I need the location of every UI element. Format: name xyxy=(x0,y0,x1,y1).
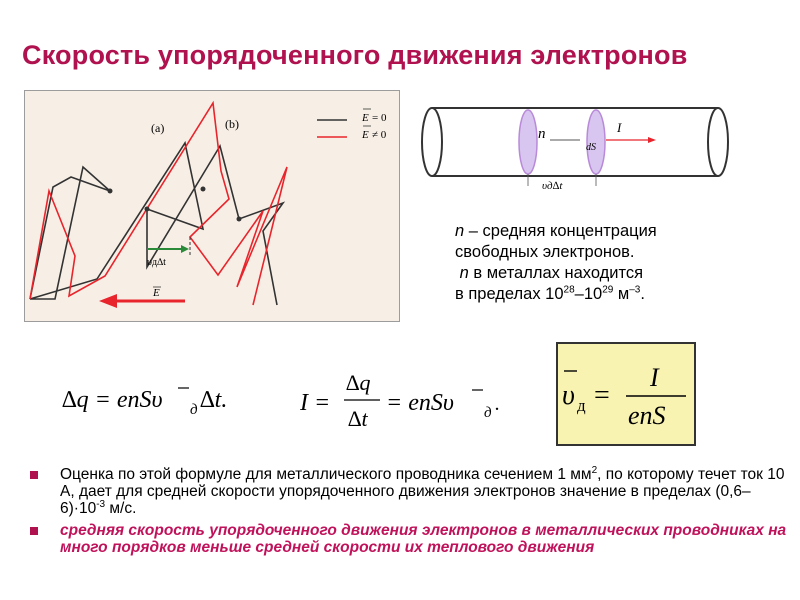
conductor-tube-diagram xyxy=(410,96,735,204)
note-n-symbol-2: n xyxy=(459,264,469,282)
drift-label: υд∆t xyxy=(147,257,166,268)
bullet-conclusion-text: средняя скорость упорядоченного движения электронов в металлических проводниках на много порядков меньше средней скорости их теплового движения xyxy=(60,522,787,556)
bullet-square-icon xyxy=(30,471,38,479)
label-a: (a) xyxy=(151,121,165,135)
drift-velocity-formula-box xyxy=(556,342,696,446)
legend-e-zero: = 0 xyxy=(372,112,387,124)
svg-text:∆q = enSυ: ∆q = enSυ xyxy=(62,387,163,413)
trajectory-zero-field xyxy=(30,143,283,305)
tube-current-label: I xyxy=(617,120,622,135)
bullet-estimate xyxy=(30,466,790,517)
bullet-square-icon xyxy=(30,527,38,535)
note-line-4: в пределах $10^{28}-10^{29}$ $м^{-3}$. xyxy=(455,284,645,303)
note-line-3: в металлах находится xyxy=(468,264,644,282)
current-formula xyxy=(300,360,510,450)
legend-symbol-field: E xyxy=(362,129,369,141)
svg-text:= enSυ: = enSυ xyxy=(386,390,454,416)
note-n-symbol: n xyxy=(455,222,465,240)
current-arrow-icon xyxy=(648,137,656,143)
svg-text:∆t.: ∆t. xyxy=(200,387,228,413)
tube-drift-label: υд∆t xyxy=(542,180,563,192)
trajectory-svg xyxy=(25,91,401,323)
legend-e-nonzero: ≠ 0 xyxy=(372,129,387,141)
svg-text:д: д xyxy=(577,396,586,415)
electron-trajectory-diagram xyxy=(24,90,400,322)
note-line-2: свободных электронов. xyxy=(455,243,635,261)
svg-text:υ: υ xyxy=(562,380,575,411)
svg-text:д: д xyxy=(484,405,492,421)
legend-symbol-zero: E xyxy=(362,112,369,124)
tube-svg xyxy=(410,96,735,204)
bullet-estimate-text: Оценка по этой формуле для металлического проводника сечением 1 $мм^2$, по которому течет ток 10 А, дает для средней скорости упорядоченного движения электронов значение в пределах $(0,6-6)\cdot 10^{-3}$ м/с. xyxy=(60,464,785,517)
page-title: Скорость упорядоченного движения электронов xyxy=(22,40,688,70)
svg-text:I =: I = xyxy=(300,390,331,416)
svg-text:∆t: ∆t xyxy=(348,406,368,431)
field-arrow-icon xyxy=(99,294,117,308)
label-b: (b) xyxy=(225,117,239,131)
svg-text:.: . xyxy=(495,393,500,415)
bullet-conclusion xyxy=(30,522,790,556)
tube-n-label: n xyxy=(538,126,546,142)
tube-area-label: dS xyxy=(586,142,596,153)
svg-text:д: д xyxy=(190,402,198,418)
charge-formula xyxy=(62,380,262,420)
svg-text:=: = xyxy=(594,380,610,411)
concentration-note xyxy=(455,221,775,305)
note-line-1: – средняя концентрация xyxy=(464,222,657,240)
svg-text:enS: enS xyxy=(628,401,666,430)
svg-text:I: I xyxy=(650,363,659,392)
bullet-list xyxy=(30,466,790,561)
field-label: E xyxy=(153,287,160,299)
svg-text:∆q: ∆q xyxy=(346,370,371,395)
